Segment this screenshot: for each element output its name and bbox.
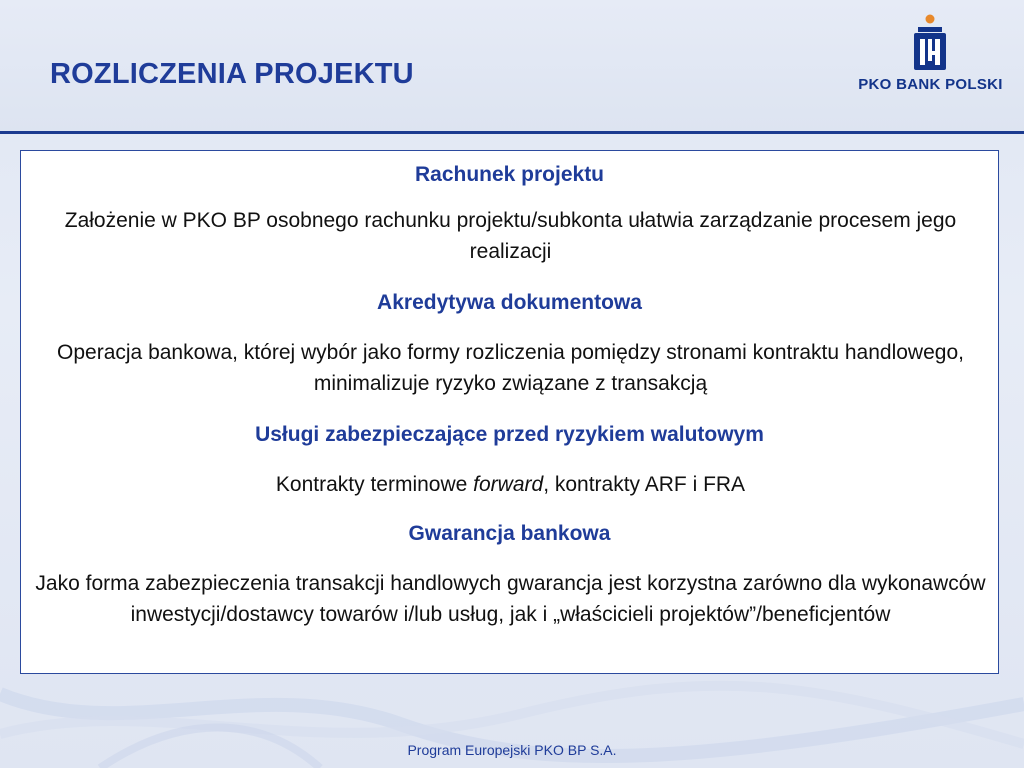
page-title: ROZLICZENIA PROJEKTU — [50, 58, 414, 90]
uslugi-text-before: Kontrakty terminowe — [275, 473, 474, 496]
footer-text: Program Europejski PKO BP S.A. — [407, 742, 617, 758]
content-panel — [20, 150, 999, 674]
header-divider — [0, 131, 1024, 134]
section-heading-rachunek: Rachunek projektu — [414, 163, 605, 186]
uslugi-text-italic: forward — [473, 473, 544, 496]
pko-bank-logo — [848, 14, 1013, 98]
logo-wordmark: PKO BANK POLSKI — [858, 76, 1003, 93]
section-heading-uslugi: Usługi zabezpieczające przed ryzykiem walutowym — [255, 423, 764, 446]
section-body-uslugi — [31, 469, 990, 500]
section-body-rachunek: Założenie w PKO BP osobnego rachunku projektu/subkonta ułatwia zarządzanie procesem jego realizacji — [64, 209, 957, 263]
section-heading-akredytywa: Akredytywa dokumentowa — [377, 291, 642, 314]
uslugi-text-after: , kontrakty ARF i FRA — [543, 473, 746, 496]
pko-logo-icon — [906, 14, 954, 72]
section-body-gwarancja: Jako forma zabezpieczenia transakcji handlowych gwarancja jest korzystna zarówno dla wykonawców inwestycji/dostawcy towarów i/lub usług, jak i „właścicieli projektów”/beneficjentów — [35, 572, 986, 626]
section-heading-gwarancja: Gwarancja bankowa — [408, 522, 611, 545]
section-body-akredytywa: Operacja bankowa, której wybór jako formy rozliczenia pomiędzy stronami kontraktu handlowego, minimalizuje ryzyko związane z transakcją — [57, 341, 964, 395]
